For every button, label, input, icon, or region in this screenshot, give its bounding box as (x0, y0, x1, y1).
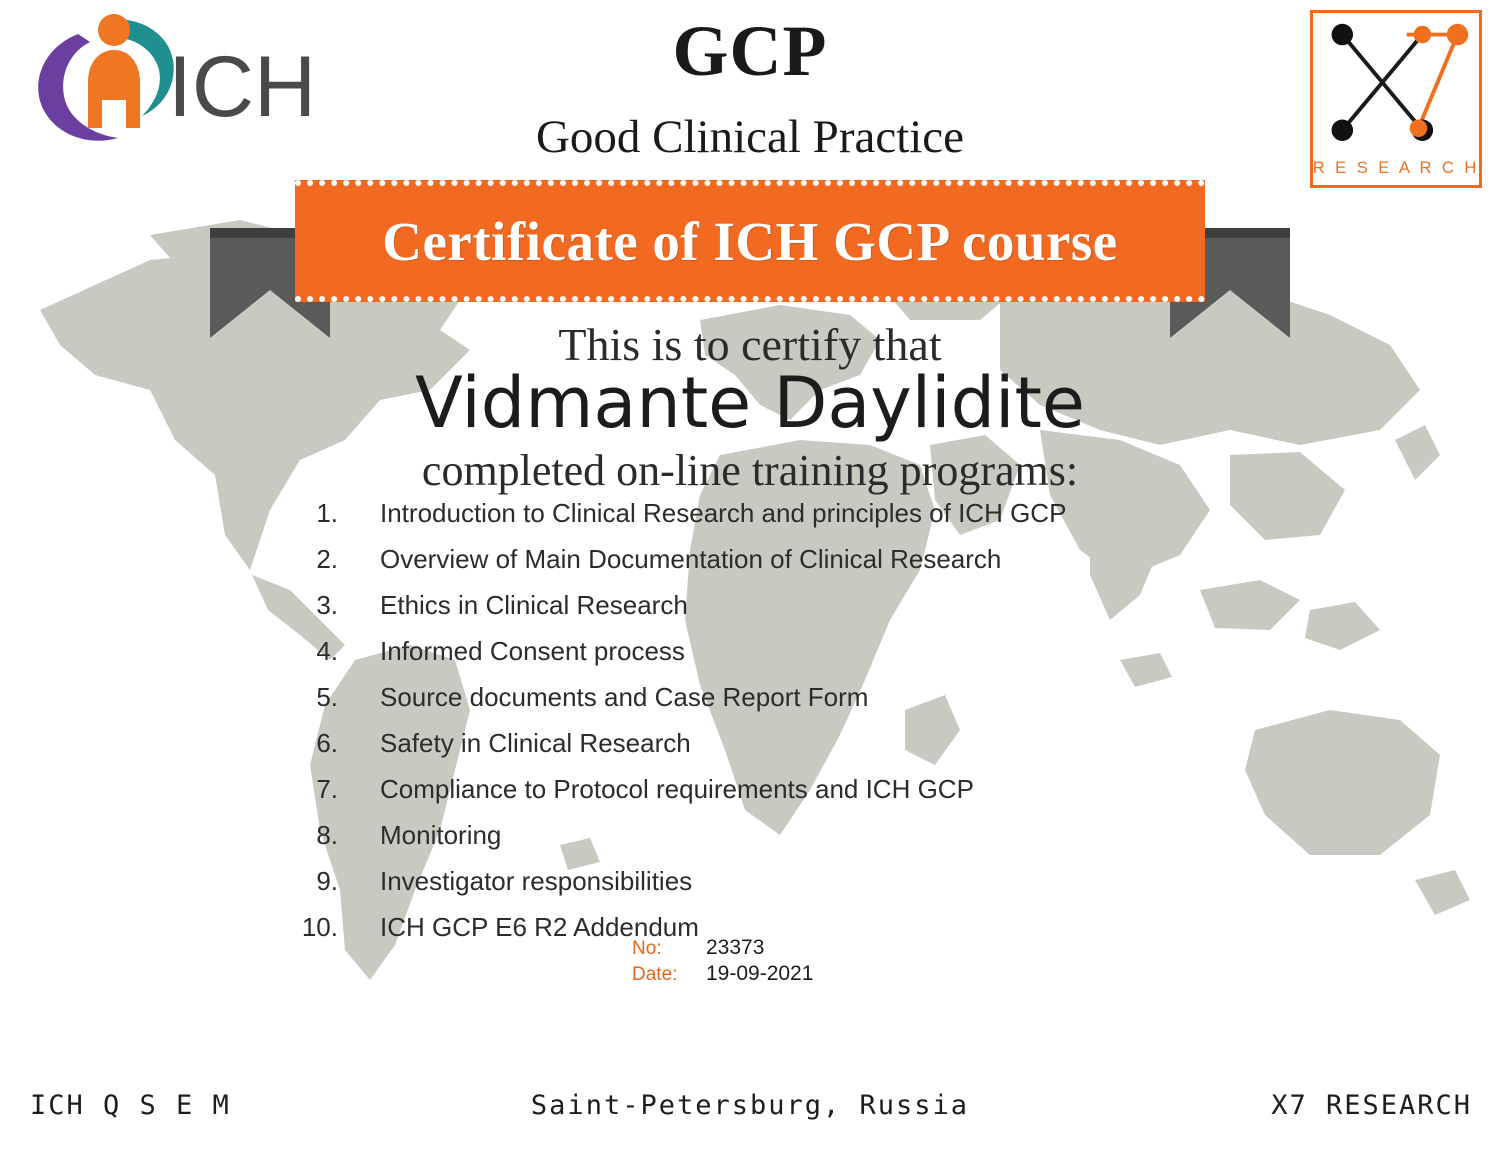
list-item-number: 7. (316, 774, 338, 804)
x7-research-logo (1310, 10, 1482, 188)
list-item-number: 10. (301, 912, 338, 942)
certificate-meta (632, 936, 813, 988)
list-item (280, 820, 1280, 866)
x7-logo-label: R E S E A R C H (1313, 158, 1479, 178)
list-item (280, 866, 1280, 912)
list-item (280, 636, 1280, 682)
ribbon-banner (210, 180, 1290, 355)
list-item-number: 1. (316, 498, 338, 528)
program-list (280, 498, 1280, 958)
number-value: 23373 (706, 936, 765, 959)
ribbon-band (295, 180, 1205, 302)
list-item-number: 2. (316, 544, 338, 574)
list-item (280, 544, 1280, 590)
footer-right-text: X7 RESEARCH (1271, 1090, 1472, 1121)
meta-row-number (632, 936, 813, 962)
page-title: GCP (672, 11, 828, 91)
list-item-label: Informed Consent process (380, 636, 685, 666)
completed-line: completed on-line training programs: (421, 446, 1079, 495)
recipient-name: Vidmante Daylidite (415, 362, 1085, 444)
list-item-label: Introduction to Clinical Research and principles of ICH GCP (380, 498, 1067, 528)
list-item-label: Source documents and Case Report Form (380, 682, 869, 712)
list-item (280, 774, 1280, 820)
list-item-label: Investigator responsibilities (380, 866, 693, 896)
list-item-number: 6. (316, 728, 338, 758)
list-item-number: 9. (316, 866, 338, 896)
list-item (280, 682, 1280, 728)
page-subtitle: Good Clinical Practice (535, 111, 965, 163)
list-item-number: 8. (316, 820, 338, 850)
list-item (280, 590, 1280, 636)
meta-row-date (632, 962, 813, 988)
list-item-label: Ethics in Clinical Research (380, 590, 688, 620)
ribbon-title: Certificate of ICH GCP course (382, 210, 1118, 272)
list-item (280, 498, 1280, 544)
list-item-label: Safety in Clinical Research (380, 728, 691, 758)
svg-text:ICH: ICH (168, 39, 317, 135)
ich-logo (18, 8, 348, 153)
footer-location: Saint-Petersburg, Russia (530, 1090, 970, 1121)
number-label: No: (632, 938, 662, 959)
list-item-label: Overview of Main Documentation of Clinical Research (380, 544, 1002, 574)
footer-left-text: ICH Q S E M (30, 1090, 231, 1121)
list-item (280, 728, 1280, 774)
list-item-label: ICH GCP E6 R2 Addendum (380, 912, 699, 942)
list-item-label: Monitoring (380, 820, 502, 850)
certify-line: This is to certify that (558, 319, 942, 370)
list-item-number: 5. (316, 682, 338, 712)
date-value: 19-09-2021 (706, 962, 814, 985)
list-item-number: 3. (316, 590, 338, 620)
list-item-label: Compliance to Protocol requirements and ICH GCP (380, 774, 974, 804)
footer (0, 1090, 1500, 1130)
list-item-number: 4. (316, 636, 338, 666)
date-label: Date: (632, 964, 678, 985)
